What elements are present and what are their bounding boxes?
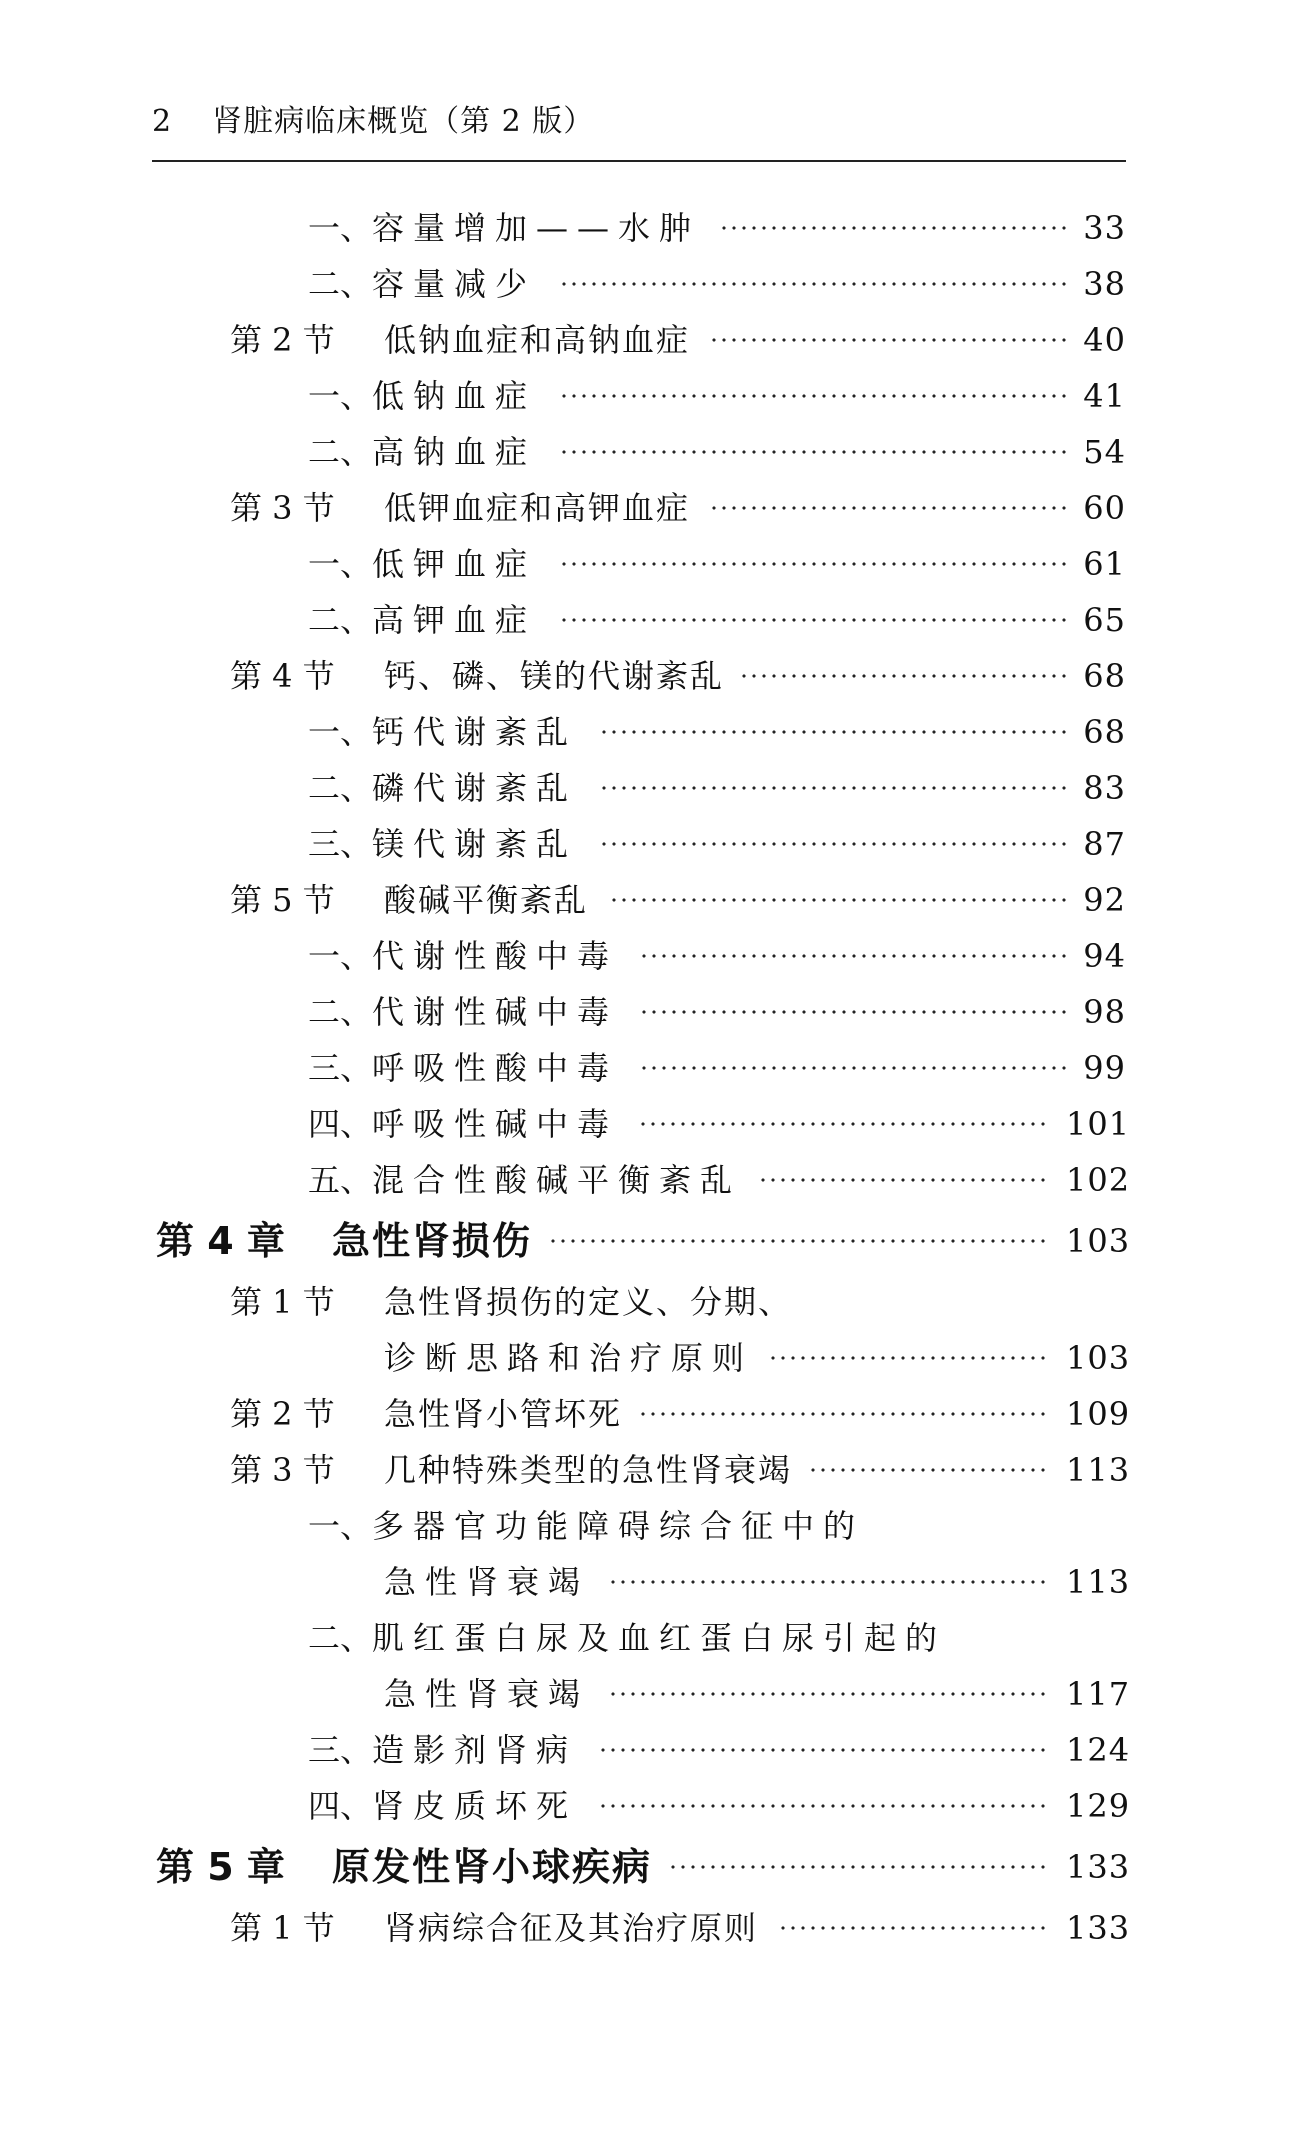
- toc-entry-page-number: 103: [1066, 1339, 1131, 1377]
- toc-entry-label: 二、: [308, 265, 373, 303]
- toc-entry-content: [384, 1666, 589, 1722]
- toc-entry-title: 急性肾损伤的定义、分期、: [384, 1283, 793, 1321]
- toc-entry-chapter: [0, 1208, 1311, 1274]
- toc-entry-content: [156, 1834, 652, 1900]
- toc-entry-item: [0, 928, 1311, 984]
- toc-entry-item: [0, 368, 1311, 424]
- toc-entry-content: [230, 1442, 792, 1498]
- toc-entry-chapter: [0, 1834, 1311, 1900]
- toc-entry-content: [308, 1722, 577, 1778]
- dot-leader: [758, 1152, 1048, 1208]
- dot-leader: [808, 1442, 1048, 1498]
- toc-entry-label: 第 4 章: [156, 1219, 285, 1263]
- toc-entry-label: 四、: [308, 1787, 373, 1825]
- toc-entry-title: 代谢性酸中毒: [372, 937, 619, 975]
- toc-entry-label: 第 2 节: [230, 321, 335, 359]
- toc-entry-label: 三、: [308, 825, 373, 863]
- toc-entry-content: [308, 816, 577, 872]
- toc-entry-label: 第 4 节: [230, 657, 335, 695]
- dot-leader: [608, 1666, 1048, 1722]
- dot-leader: [639, 984, 1069, 1040]
- dot-leader: [639, 928, 1069, 984]
- toc-entry-title: 高钾血症: [372, 601, 537, 639]
- dot-leader: [559, 536, 1069, 592]
- toc-entry-page-number: 101: [1066, 1105, 1131, 1143]
- toc-entry-title: 急性肾小管坏死: [384, 1395, 623, 1433]
- toc-entry-label: 第 2 节: [230, 1395, 335, 1433]
- toc-entry-page-number: 68: [1083, 657, 1126, 695]
- toc-entry-item: [0, 1040, 1311, 1096]
- toc-entry-content: [308, 424, 536, 480]
- dot-leader: [559, 592, 1069, 648]
- toc-entry-content: [384, 1554, 589, 1610]
- toc-entry-item: [0, 536, 1311, 592]
- table-of-contents: [0, 200, 1311, 1956]
- toc-entry-item: [0, 1610, 1311, 1666]
- toc-entry-page-number: 133: [1066, 1909, 1131, 1947]
- toc-entry-item: [0, 1778, 1311, 1834]
- toc-entry-title: 几种特殊类型的急性肾衰竭: [384, 1451, 793, 1489]
- toc-entry-page-number: 113: [1066, 1563, 1131, 1601]
- toc-entry-content: [308, 1498, 864, 1554]
- toc-entry-item: [0, 816, 1311, 872]
- dot-leader: [638, 1096, 1048, 1152]
- toc-entry-page-number: 99: [1083, 1049, 1126, 1087]
- toc-entry-label: 一、: [308, 1507, 373, 1545]
- toc-entry-label: 第 1 节: [230, 1283, 335, 1321]
- toc-entry-content: [308, 1096, 618, 1152]
- toc-entry-item: [0, 200, 1311, 256]
- toc-entry-section: [0, 1274, 1311, 1330]
- toc-entry-content: [308, 256, 536, 312]
- toc-entry-page-number: 109: [1066, 1395, 1131, 1433]
- toc-entry-title: 急性肾衰竭: [384, 1563, 590, 1601]
- dot-leader: [609, 872, 1069, 928]
- toc-entry-section: [0, 1442, 1311, 1498]
- toc-entry-title: 肾病综合征及其治疗原则: [384, 1909, 759, 1947]
- toc-entry-label: 三、: [308, 1049, 373, 1087]
- toc-entry-title: 肌红蛋白尿及血红蛋白尿引起的: [372, 1619, 947, 1657]
- dot-leader: [639, 1040, 1069, 1096]
- toc-entry-page-number: 33: [1083, 209, 1126, 247]
- toc-entry-page-number: 133: [1066, 1848, 1131, 1886]
- dot-leader: [598, 1778, 1048, 1834]
- toc-entry-content: [308, 760, 577, 816]
- toc-entry-item: [0, 256, 1311, 312]
- toc-entry-title: 高钠血症: [372, 433, 537, 471]
- toc-entry-title: 低钾血症: [372, 545, 537, 583]
- toc-entry-label: 第 1 节: [230, 1909, 335, 1947]
- toc-entry-section: [0, 1386, 1311, 1442]
- toc-entry-page-number: 113: [1066, 1451, 1131, 1489]
- toc-entry-page-number: 94: [1083, 937, 1126, 975]
- toc-entry-title: 多器官功能障碍综合征中的: [372, 1507, 865, 1545]
- toc-entry-page-number: 102: [1066, 1161, 1131, 1199]
- toc-entry-page-number: 92: [1083, 881, 1126, 919]
- toc-entry-label: 二、: [308, 993, 373, 1031]
- toc-entry-title: 造影剂肾病: [372, 1731, 578, 1769]
- toc-entry-item: [0, 1096, 1311, 1152]
- dot-leader: [719, 200, 1069, 256]
- toc-entry-item: [0, 704, 1311, 760]
- toc-entry-title: 呼吸性酸中毒: [372, 1049, 619, 1087]
- toc-entry-title: 低钠血症和高钠血症: [384, 321, 691, 359]
- dot-leader: [599, 760, 1069, 816]
- toc-entry-content: [230, 872, 588, 928]
- toc-entry-item: [0, 1152, 1311, 1208]
- toc-entry-label: 二、: [308, 601, 373, 639]
- toc-entry-content: [308, 1610, 946, 1666]
- dot-leader: [548, 1208, 1048, 1274]
- toc-entry-page-number: 103: [1066, 1222, 1131, 1260]
- toc-entry-content: [230, 1274, 792, 1330]
- toc-entry-title: 混合性酸碱平衡紊乱: [372, 1161, 742, 1199]
- toc-entry-page-number: 65: [1083, 601, 1126, 639]
- toc-entry-page-number: 40: [1083, 321, 1126, 359]
- toc-entry-content: [308, 368, 536, 424]
- toc-entry-content: [230, 648, 724, 704]
- toc-entry-item: [0, 760, 1311, 816]
- toc-entry-title: 钙代谢紊乱: [372, 713, 578, 751]
- dot-leader: [768, 1330, 1048, 1386]
- toc-entry-page-number: 87: [1083, 825, 1126, 863]
- toc-entry-title: 肾皮质坏死: [372, 1787, 578, 1825]
- dot-leader: [778, 1900, 1048, 1956]
- toc-entry-page-number: 83: [1083, 769, 1126, 807]
- dot-leader: [608, 1554, 1048, 1610]
- toc-entry-label: 一、: [308, 209, 373, 247]
- toc-entry-title: 容量增加——水肿: [372, 209, 701, 247]
- toc-entry-page-number: 98: [1083, 993, 1126, 1031]
- toc-entry-content: [308, 1040, 618, 1096]
- toc-entry-content: [230, 312, 690, 368]
- toc-entry-label: 一、: [308, 545, 373, 583]
- toc-entry-page-number: 54: [1083, 433, 1126, 471]
- toc-entry-label: 五、: [308, 1161, 373, 1199]
- toc-entry-label: 第 5 章: [156, 1845, 285, 1889]
- toc-entry-section: [0, 312, 1311, 368]
- toc-entry-title: 低钠血症: [372, 377, 537, 415]
- dot-leader: [599, 704, 1069, 760]
- dot-leader: [559, 368, 1069, 424]
- toc-entry-section: [0, 1900, 1311, 1956]
- toc-entry-section: [0, 480, 1311, 536]
- toc-entry-content: [308, 1152, 741, 1208]
- toc-entry-page-number: 124: [1066, 1731, 1131, 1769]
- toc-entry-item: [0, 1498, 1311, 1554]
- dot-leader: [599, 816, 1069, 872]
- toc-entry-page-number: 117: [1066, 1675, 1131, 1713]
- toc-entry-content: [308, 536, 536, 592]
- dot-leader: [559, 256, 1069, 312]
- toc-entry-content: [308, 1778, 577, 1834]
- toc-entry-title: 代谢性碱中毒: [372, 993, 619, 1031]
- toc-entry-content: [230, 480, 690, 536]
- toc-entry-label: 第 3 节: [230, 489, 335, 527]
- toc-entry-page-number: 41: [1083, 377, 1126, 415]
- toc-entry-label: 一、: [308, 713, 373, 751]
- header-page-number: 2: [152, 104, 173, 139]
- header-book-title: 肾脏病临床概览（第 2 版）: [212, 104, 595, 139]
- toc-entry-title: 急性肾衰竭: [384, 1675, 590, 1713]
- toc-entry-label: 一、: [308, 377, 373, 415]
- toc-entry-label: 第 5 节: [230, 881, 335, 919]
- toc-entry-page-number: 38: [1083, 265, 1126, 303]
- toc-entry-content: [384, 1330, 753, 1386]
- toc-entry-item: [0, 984, 1311, 1040]
- toc-entry-item: [0, 592, 1311, 648]
- toc-entry-content: [308, 592, 536, 648]
- header-rule: [152, 160, 1126, 162]
- toc-entry-title: 容量减少: [372, 265, 537, 303]
- dot-leader: [638, 1386, 1048, 1442]
- dot-leader: [739, 648, 1069, 704]
- toc-entry-cont: [0, 1554, 1311, 1610]
- toc-entry-title: 镁代谢紊乱: [372, 825, 578, 863]
- toc-entry-item: [0, 1722, 1311, 1778]
- toc-entry-content: [308, 704, 577, 760]
- toc-entry-label: 二、: [308, 433, 373, 471]
- toc-entry-content: [230, 1386, 622, 1442]
- toc-entry-content: [308, 200, 700, 256]
- toc-entry-content: [156, 1208, 532, 1274]
- running-head: [152, 100, 594, 144]
- toc-entry-label: 第 3 节: [230, 1451, 335, 1489]
- toc-entry-section: [0, 872, 1311, 928]
- toc-entry-title: 酸碱平衡紊乱: [384, 881, 589, 919]
- dot-leader: [598, 1722, 1048, 1778]
- toc-entry-title: 急性肾损伤: [332, 1219, 533, 1263]
- toc-entry-title: 呼吸性碱中毒: [372, 1105, 619, 1143]
- toc-entry-page-number: 61: [1083, 545, 1126, 583]
- toc-entry-label: 二、: [308, 769, 373, 807]
- dot-leader: [709, 480, 1069, 536]
- toc-entry-item: [0, 424, 1311, 480]
- toc-entry-label: 一、: [308, 937, 373, 975]
- toc-entry-title: 诊断思路和治疗原则: [384, 1339, 754, 1377]
- toc-entry-cont: [0, 1330, 1311, 1386]
- toc-entry-label: 二、: [308, 1619, 373, 1657]
- toc-entry-page-number: 60: [1083, 489, 1126, 527]
- toc-entry-title: 原发性肾小球疾病: [332, 1845, 653, 1889]
- toc-entry-title: 低钾血症和高钾血症: [384, 489, 691, 527]
- dot-leader: [559, 424, 1069, 480]
- toc-entry-title: 磷代谢紊乱: [372, 769, 578, 807]
- toc-entry-label: 四、: [308, 1105, 373, 1143]
- toc-entry-cont: [0, 1666, 1311, 1722]
- toc-entry-page-number: 129: [1066, 1787, 1131, 1825]
- toc-entry-page-number: 68: [1083, 713, 1126, 751]
- toc-entry-content: [308, 984, 618, 1040]
- dot-leader: [668, 1834, 1048, 1900]
- toc-entry-section: [0, 648, 1311, 704]
- toc-entry-content: [230, 1900, 758, 1956]
- dot-leader: [709, 312, 1069, 368]
- toc-entry-content: [308, 928, 618, 984]
- toc-entry-label: 三、: [308, 1731, 373, 1769]
- toc-entry-title: 钙、磷、镁的代谢紊乱: [384, 657, 725, 695]
